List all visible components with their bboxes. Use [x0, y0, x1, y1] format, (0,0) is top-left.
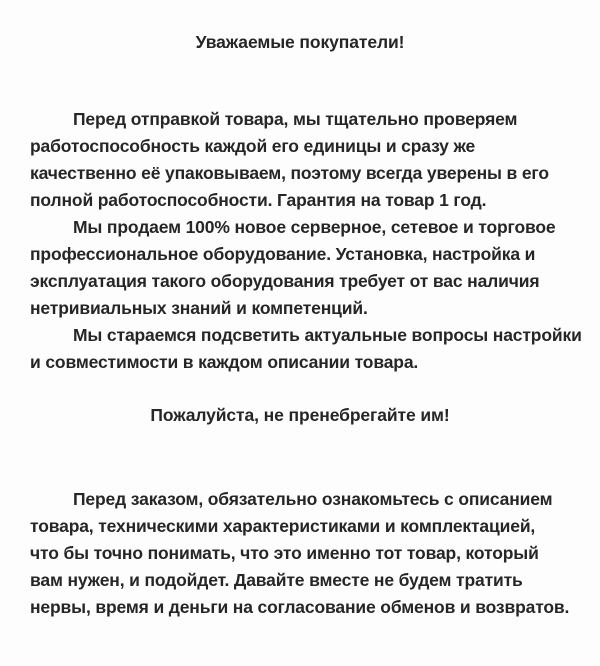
text-line: полной работоспособности. Гарантия на товар 1 год.	[30, 190, 487, 210]
paragraph-description-note	[30, 322, 582, 376]
paragraph-quality-check	[30, 106, 575, 214]
text-line: товара, техническими характеристиками и комплектацией,	[30, 516, 536, 536]
text-line: качественно её упаковываем, поэтому всегда уверены в его	[30, 163, 549, 183]
text-line: работоспособность каждой его единицы и сразу же	[30, 136, 476, 156]
document-body	[30, 106, 582, 376]
text-line: нетривиальных знаний и компетенций.	[30, 298, 368, 318]
text-line: что бы точно понимать, что это именно тот товар, который	[30, 543, 539, 563]
paragraph-closing	[30, 486, 575, 621]
text-line: вам нужен, и подойдет. Давайте вместе не будем тратить	[30, 570, 523, 590]
text-line: Перед заказом, обязательно ознакомьтесь с описанием	[73, 489, 553, 509]
paragraph-equipment-info	[30, 214, 575, 322]
text-line: Мы продаем 100% новое серверное, сетевое и торговое	[73, 217, 556, 237]
text-line: Перед отправкой товара, мы тщательно проверяем	[73, 109, 518, 129]
text-line: Мы стараемся подсветить актуальные вопросы настройки	[73, 325, 582, 345]
document-callout: Пожалуйста, не пренебрегайте им!	[150, 405, 450, 425]
text-line: профессиональное оборудование. Установка, настройка и	[30, 244, 536, 264]
text-line: и совместимости в каждом описании товара.	[30, 352, 419, 372]
document-heading: Уважаемые покупатели!	[195, 32, 405, 52]
text-line: эксплуатация такого оборудования требует от вас наличия	[30, 271, 540, 291]
text-line: нервы, время и деньги на согласование обменов и возвратов.	[30, 597, 570, 617]
